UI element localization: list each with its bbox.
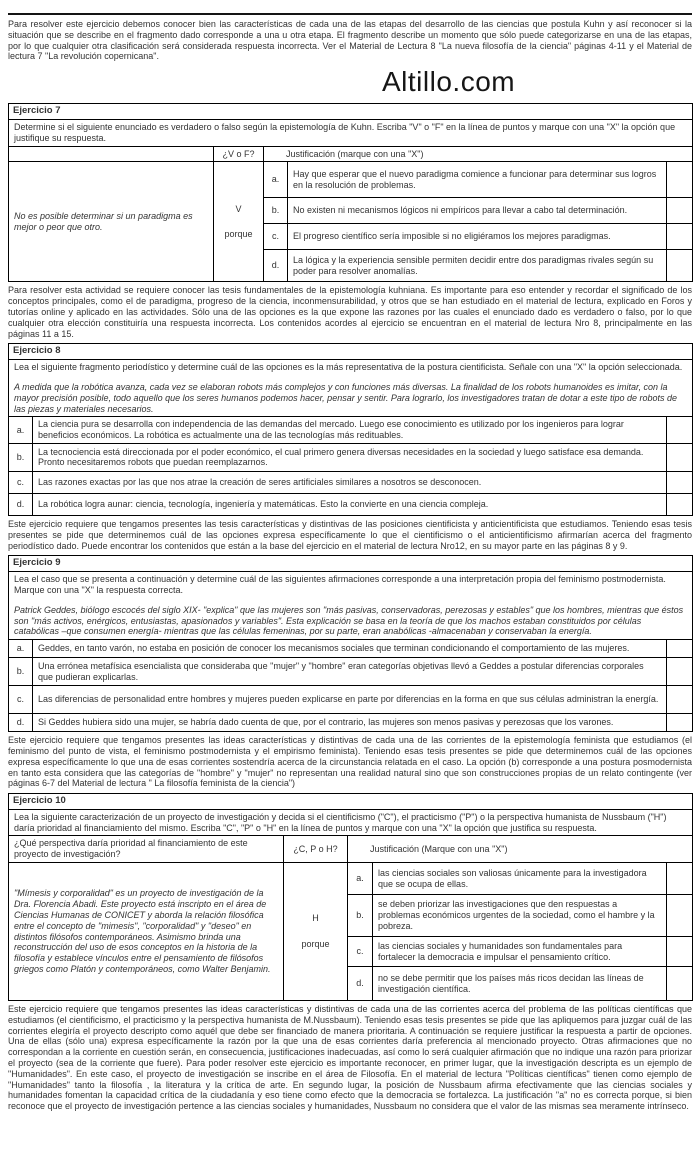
answer-checkbox bbox=[667, 686, 693, 714]
answer-checkbox bbox=[667, 417, 693, 444]
answer-checkbox bbox=[667, 967, 693, 1001]
exercise-9-explanation: Este ejercicio requiere que tengamos presentes las ideas características y distintivas de cada una de las corrientes de la epistemología feminista que estudiamos (el feminismo del punto de vista, el feminismo postmodernista y el empirismo feminista). Teniendo esas tesis presentes se pide que determinemos cuál de las opciones expresa específicamente lo que una de esas corrientes sostendría acerca de la circunstancia relatada en el caso. La opción (b) corresponde a una postura posmodernista en tanto esta considera que las categorías de "hombre" y "mujer" no representan una realidad natural sino que son construcciones propias de un relato contingente (ver páginas 6-7 del Material de lectura " La filosofía feminista de la ciencia") bbox=[8, 735, 692, 789]
answer-checkbox bbox=[667, 714, 693, 732]
option-letter: b. bbox=[348, 895, 373, 937]
option-letter: a. bbox=[264, 162, 288, 198]
option-letter: c. bbox=[348, 937, 373, 967]
answer-checkbox bbox=[667, 224, 693, 250]
option-text: El progreso científico sería imposible si no eligiéramos los mejores paradigmas. bbox=[288, 224, 667, 250]
exercise-7-explanation: Para resolver esta actividad se requiere conocer las tesis fundamentales de la epistemología kuhniana. Es importante para eso entender y recordar el significado de los conceptos principales, como el de paradigma, progreso de la ciencia, inconmensurabilidad, y otros que se han estudiado en el material de lectura, explicado en Foros y tutorías online y aplicado en las actividades. Sólo una de las opciones es la que expone las razones por las cuales el enunciado dado es verdadero o falso, por lo que cualquier otra elección constituiría una respuesta incorrecta. Los contenidos acordes al ejercicio se encuentran en el material de lectura Nro 8, principalmente en las páginas 11 a 15. bbox=[8, 285, 692, 339]
intro-paragraph: Para resolver este ejercicio debemos conocer bien las características de cada una de las etapas del desarrollo de las ciencias que postula Kuhn y así reconocer si la situación que se describe en el fragmento dado corresponde a una u otra etapa. El fragmento describe un momento que sólo puede categorizarse en una de las etapas, por lo que cualquier otra clasificación será considerada respuesta incorrecta. Ver el Material de Lectura 8 "La nueva filosofía de la ciencia" páginas 4-11 y el Material de lectura 7 "La revolución copernicana". bbox=[8, 19, 692, 62]
answer-checkbox bbox=[667, 895, 693, 937]
answer-checkbox bbox=[667, 493, 693, 515]
exercise-7-table bbox=[8, 103, 693, 282]
site-logo: Altillo.com bbox=[382, 66, 516, 98]
exercise-10-instruction: Lea la siguiente caracterización de un proyecto de investigación y decida si el cientificismo ("C"), el practicismo ("P") o la perspectiva humanista de Nussbaum ("H") daría prioridad al financiamiento del mismo. Escriba "C", "P" o "H" en la línea de puntos y marque con una "X" la opción que justifica su respuesta. bbox=[9, 809, 693, 836]
option-letter: d. bbox=[348, 967, 373, 1001]
exercise-8-explanation: Este ejercicio requiere que tengamos presentes las tesis características y distintivas de las posiciones cientificista y anticientificista que estudiamos. Teniendo esas tesis presentes se pide que determinemos cuál de las opciones expresa específicamente lo que el cientificismo o el anticientificismo afirmarían acerca del fragmento periodístico dado. Puede encontrar los contenidos que están a la base del ejercicio en el material de lectura Nro12, en su mayor parte en las páginas 8 y 9. bbox=[8, 518, 692, 551]
question-header-cell: ¿Qué perspectiva daría prioridad al financiamiento de este proyecto de investigación? bbox=[9, 836, 284, 863]
exercise-9-instruction: Lea el caso que se presenta a continuación y determine cuál de las siguientes afirmaciones corresponde a una interpretación propia del feminismo postmodernista. Marque con una "X" la respuesta correcta. bbox=[14, 574, 666, 595]
document-page bbox=[0, 13, 700, 1112]
exercise-10-explanation: Este ejercicio requiere que tengamos presentes las ideas características y distintivas de cada una de las corrientes acerca del problema de las políticas científicas que estudiamos (el cientificismo, el practicismo y la perspectiva humanista de M.Nussbaum). Teniendo esas tesis presentes se pide que las apliquemos para juzgar cuál de las corrientes elegiría el proyecto descripto como aquél que debe ser financiado de manera prioritaria. A continuación se requiere justificar la respuesta a partir de opciones. Una de ellas (sólo una) expresa específicamente la razón por la que una de esas corrientes daría preferencia al mencionado proyecto. Otras afirmaciones que no correspondan a la corriente en cuestión serán, en consecuencia, justificaciones inadecuadas, así como lo será cualquier afirmación que no indique una razón para priorizar el proyecto (sea de la corriente que fuere). Para poder resolver este ejercicio es importante reconocer, en primer lugar, que la investigación descripta es un ejemplo de "Humanidades". En este caso, el proyecto de investigación se inscribe en el área de Filosofía. En el material de lectura "Políticas científicas" tienen como ejemplo de "Humanidades" tanto la filosofía , la literatura y la crítica de arte. En segundo lugar, la posición de Nussbaum afirma efectivamente que las ciencias sociales y humanidades fomentan la capacidad crítica de la ciudadanía y eso tiene como efecto que la democracia se fortalezca. La justificación "a" no es correcta porque, si bien reconoce que el proyecto de investigación pertence a las ciencias sociales y humanidades, Nussbaum no considera que el valor de las mismas sea meramente intrínseco. bbox=[8, 1004, 692, 1112]
statement-cell: No es posible determinar si un paradigma es mejor o peor que otro. bbox=[9, 162, 214, 282]
option-letter: a. bbox=[9, 417, 33, 444]
option-letter: b. bbox=[264, 198, 288, 224]
option-letter: b. bbox=[9, 658, 33, 686]
exercise-9-table bbox=[8, 555, 693, 732]
top-divider bbox=[8, 13, 692, 15]
exercise-10-table bbox=[8, 793, 693, 1001]
exercise-10-title: Ejercicio 10 bbox=[9, 794, 693, 810]
exercise-8-fragment: A medida que la robótica avanza, cada vez se elaboran robots más complejos y con funciones más diversas. La finalidad de los robots humanoides es imitar, con la mayor precisión posible, todo aquello que los seres humanos podemos hacer, pensar y sentir. Para lograrlo, los investigadores tratan de dotar a este tipo de robots de las piezas y materiales necesarios. bbox=[14, 381, 678, 414]
answer-checkbox bbox=[667, 471, 693, 493]
option-text: las ciencias sociales son valiosas únicamente para la investigadora que se ocupa de ellas. bbox=[373, 863, 667, 895]
exercise-8-instruction: Lea el siguiente fragmento periodístico y determine cuál de las opciones es la más representativa de la postura cientificista. Señale con una "X" la opción seleccionada. bbox=[14, 362, 683, 373]
exercise-8-instruction-cell bbox=[9, 360, 693, 417]
option-text: Las razones exactas por las que nos atrae la creación de seres artificiales similares a nosotros se desconocen. bbox=[33, 471, 667, 493]
answer-checkbox bbox=[667, 863, 693, 895]
exercise-8-title: Ejercicio 8 bbox=[9, 344, 693, 360]
exercise-9-title: Ejercicio 9 bbox=[9, 556, 693, 572]
exercise-9-fragment: Patrick Geddes, biólogo escocés del siglo XIX- "explica" que las mujeres son "más pasivas, conservadoras, perezosas y estables" que los hombres, mientras que éstos son "más activos, enérgicos, entusiastas, apasionados y variables". Esta explicación se basa en la teoría de que los machos estaban constituidos por células catabólicas –que consumen energía- mientras que las células femeninas, por su parte, eran anabólicas -almacenaban y conservaban la energía. bbox=[14, 604, 684, 637]
cph-column-header: ¿C, P o H? bbox=[284, 836, 348, 863]
answer-checkbox bbox=[667, 250, 693, 282]
answer-checkbox bbox=[667, 937, 693, 967]
option-letter: a. bbox=[9, 640, 33, 658]
answer-checkbox bbox=[667, 198, 693, 224]
empty-header-cell bbox=[9, 146, 214, 162]
project-description-cell: "Mímesis y corporalidad" es un proyecto de investigación de la Dra. Florencia Abadi. Este proyecto está inscripto en el área de Ciencias Humanas de CONICET y aborda la relación filosófica entre el concepto de "mimesis", "corporalidad" y "deseo" en distintos filósofos contemporáneos. Asimismo brinda una reconstrucción del uso de esos conceptos en la historia de la filosofía y establece vínculos entre el pensamiento de filósofos griegos como Platón y contemporáneos, como Walter Benjamin. bbox=[9, 863, 284, 1001]
exercise-9-instruction-cell bbox=[9, 572, 693, 640]
option-text: se deben priorizar las investigaciones que den respuestas a problemas económicos urgentes de la sociedad, como el hambre y la pobreza. bbox=[373, 895, 667, 937]
option-text: No existen ni mecanismos lógicos ni empíricos para llevar a cabo tal determinación. bbox=[288, 198, 667, 224]
option-letter: c. bbox=[9, 471, 33, 493]
justification-column-header: Justificación (marque con una "X") bbox=[264, 146, 693, 162]
option-text: Hay que esperar que el nuevo paradigma comience a funcionar para determinar sus logros en la resolución de problemas. bbox=[288, 162, 667, 198]
option-letter: a. bbox=[348, 863, 373, 895]
answer-connector: porque bbox=[224, 229, 253, 240]
option-text: las ciencias sociales y humanidades son fundamentales para fortalecer la democracia e impulsar el pensamiento crítico. bbox=[373, 937, 667, 967]
answer-checkbox bbox=[667, 640, 693, 658]
answer-checkbox bbox=[667, 443, 693, 471]
vof-column-header: ¿V o F? bbox=[214, 146, 264, 162]
answer-checkbox bbox=[667, 658, 693, 686]
option-letter: d. bbox=[264, 250, 288, 282]
exercise-7-instruction: Determine si el siguiente enunciado es verdadero o falso según la epistemología de Kuhn. Escriba "V" o "F" en la línea de puntos y marque con una "X" la opción que justifique su respuesta. bbox=[9, 119, 693, 146]
answer-cell bbox=[284, 863, 348, 1001]
option-letter: c. bbox=[9, 686, 33, 714]
option-text: no se debe permitir que los países más ricos decidan las líneas de investigación científica. bbox=[373, 967, 667, 1001]
option-text: La ciencia pura se desarrolla con independencia de las demandas del mercado. Luego ese conocimiento es utilizado por los ingenieros para lograr beneficios económicos. La robótica es actualmente una de las tecnologías más redituables. bbox=[33, 417, 667, 444]
option-text: La lógica y la experiencia sensible permiten decidir entre dos paradigmas rivales según su poder para resolver anomalías. bbox=[288, 250, 667, 282]
option-letter: d. bbox=[9, 493, 33, 515]
answer-value: H bbox=[312, 913, 319, 924]
answer-cell bbox=[214, 162, 264, 282]
option-text: Si Geddes hubiera sido una mujer, se habría dado cuenta de que, por el contrario, las mujeres son menos pasivas y perezosas que los varones. bbox=[33, 714, 667, 732]
option-text: Geddes, en tanto varón, no estaba en posición de conocer los mecanismos sociales que terminan condicionando el comportamiento de las mujeres. bbox=[33, 640, 667, 658]
answer-value: V bbox=[235, 203, 242, 214]
answer-connector: porque bbox=[301, 939, 330, 950]
option-letter: b. bbox=[9, 443, 33, 471]
option-letter: d. bbox=[9, 714, 33, 732]
justification-column-header: Justificación (Marque con una "X") bbox=[348, 836, 693, 863]
option-text: Una errónea metafísica esencialista que consideraba que "mujer" y "hombre" eran categorías objetivas llevó a Geddes a postular diferencias corporales que pudieran explicarlas. bbox=[33, 658, 667, 686]
exercise-8-table bbox=[8, 343, 693, 516]
option-text: La tecnociencia está direccionada por el poder económico, el cual primero genera diversas necesidades en la sociedad y luego satisface esa demanda. Pronto necesitaremos robots que puedan reemplazarnos. bbox=[33, 443, 667, 471]
option-letter: c. bbox=[264, 224, 288, 250]
answer-checkbox bbox=[667, 162, 693, 198]
exercise-7-title: Ejercicio 7 bbox=[9, 104, 693, 120]
option-text: La robótica logra aunar: ciencia, tecnología, ingeniería y matemáticas. Esto la convierte en una ciencia compleja. bbox=[33, 493, 667, 515]
option-text: Las diferencias de personalidad entre hombres y mujeres pueden explicarse en parte por diferencias en la forma en que sus células administran la energía. bbox=[33, 686, 667, 714]
